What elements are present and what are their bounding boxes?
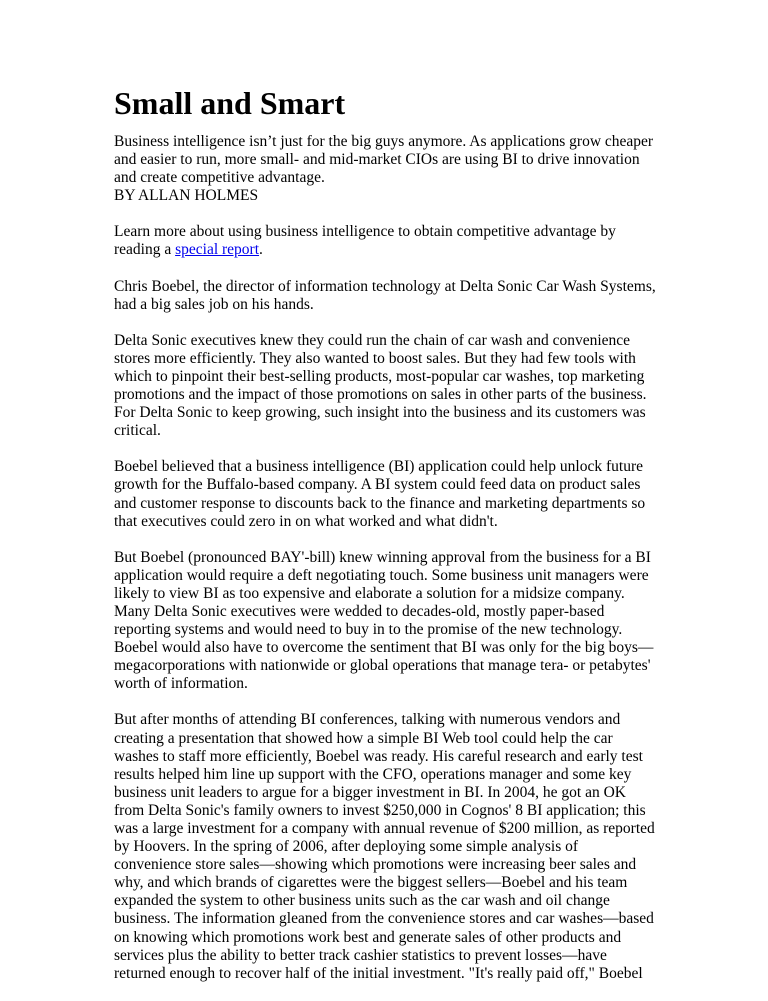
- article-title: Small and Smart: [114, 85, 346, 121]
- body-paragraph: Boebel believed that a business intelligence (BI) application could help unlock future growth for the Buffalo-based company. A BI system could feed data on product sales and customer response to discounts back to the finance and marketing departments so that executives could zero in on what worked and what didn't.: [114, 458, 646, 530]
- learn-more-text: Learn more about using business intelligence to obtain competitive advantage by reading a: [114, 223, 616, 259]
- body-paragraph: But after months of attending BI conferences, talking with numerous vendors and creating a presentation that showed how a simple BI Web tool could help the car washes to staff more efficiently, Boebel was ready. His careful research and early test results helped him line up support with the CFO, operations manager and some key business unit leaders to argue for a bigger investment in BI. In 2004, he got an OK from Delta Sonic's family owners to invest $250,000 in Cognos' 8 BI application; this was a large investment for a company with annual revenue of $200 million, as reported by Hoovers. In the spring of 2006, after deploying some simple analysis of convenience store sales—showing which promotions were increasing beer sales and why, and which brands of cigarettes were the biggest sellers—Boebel and his team expanded the system to other business units such as the car wash and oil change business. The information gleaned from the convenience stores and car washes—based on knowing which promotions work best and generate sales of other products and services plus the ability to better track cashier statistics to prevent losses—have returned enough to recover half of the initial investment. "It's really paid off," Boebel: [114, 711, 655, 982]
- byline: BY ALLAN HOLMES: [114, 187, 259, 205]
- dek-text: Business intelligence isn’t just for the big guys anymore. As applications grow cheaper and easier to run, more small- and mid-market CIOs are using BI to drive innovation and create competitive advantage.: [114, 133, 654, 187]
- article: [114, 84, 659, 1001]
- learn-more-end: .: [259, 241, 263, 259]
- body-paragraph: Delta Sonic executives knew they could run the chain of car wash and convenience stores more efficiently. They also wanted to boost sales. But they had few tools with which to pinpoint their best-selling products, most-popular car washes, top marketing promotions and the impact of those promotions on sales in other parts of the business. For Delta Sonic to keep growing, such insight into the business and its customers was critical.: [114, 331, 647, 440]
- body-paragraph: But Boebel (pronounced BAY'-bill) knew winning approval from the business for a BI application would require a deft negotiating touch. Some business unit managers were likely to view BI as too expensive and elaborate a solution for a midsize company. Many Delta Sonic executives were wedded to decades-old, mostly paper-based reporting systems and would need to buy in to the promise of the new technology. Boebel would also have to overcome the sentiment that BI was only for the big boys—megacorporations with nationwide or global operations that manage tera- or petabytes' worth of information.: [114, 548, 654, 693]
- special-report-link[interactable]: special report: [175, 241, 260, 259]
- learn-more-paragraph: [114, 223, 659, 259]
- body-paragraph: Chris Boebel, the director of information technology at Delta Sonic Car Wash Systems, had a big sales job on his hands.: [114, 277, 656, 313]
- article-dek: [114, 133, 659, 205]
